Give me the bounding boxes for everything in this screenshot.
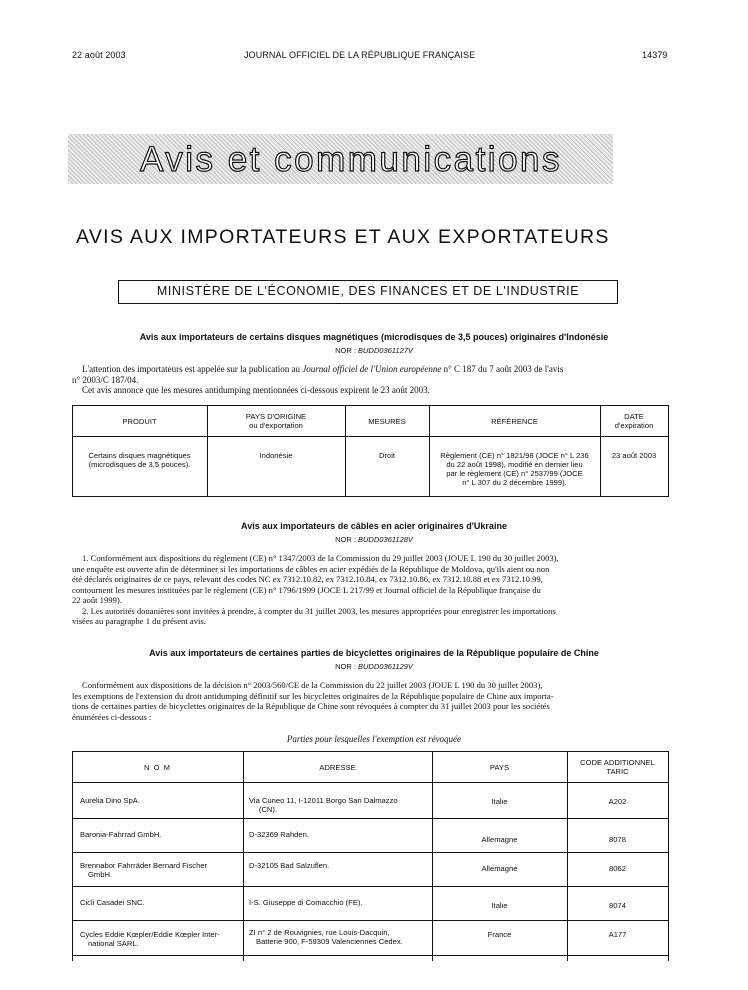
table2-header-pays: PAYS — [489, 763, 510, 772]
table1-header-date: DATE — [624, 412, 644, 421]
table2-nom: national SARL. — [88, 939, 139, 948]
table2-pays: Italie — [491, 797, 508, 806]
table2-nom: Cicli Casadei SNC. — [80, 898, 145, 907]
avis1-p1-journal: Journal officiel de l'Union européenne — [302, 364, 442, 374]
avis3-line: énumérées ci-dessous : — [72, 711, 152, 722]
table1-ref-1: Règlement (CE) n° 1821/98 (JOCE n° L 236 — [440, 451, 589, 460]
table2-nom: Cycles Eddie Kœpler/Eddie Kœpler Inter- — [80, 930, 220, 939]
table2-code: 8078 — [609, 835, 626, 844]
table2-adresse: ZI n° 2 de Rouvignies, rue Louis-Dacquin, — [249, 928, 390, 937]
table2-adresse: Batterie 900, F-59309 Valenciennes Cedex. — [256, 937, 403, 946]
avis3-body — [72, 680, 670, 722]
avis2-line: 22 août 1999). — [72, 595, 122, 605]
table1-header-mesures: MESURES — [368, 417, 406, 426]
table2-nom: Aurelia Dino SpA. — [80, 796, 140, 805]
table1-header-pays-sub: ou d'exportation — [249, 421, 303, 430]
avis2-line: été déclarés originaires de ce pays, relevant des codes NC ex 7312.10.82, ex 7312.10.84, ex 7312.10.86, ex 7312.10.88 et ex 7312.10.99, — [72, 574, 543, 584]
ministry-title: MINISTÈRE DE L'ÉCONOMIE, DES FINANCES ET DE L'INDUSTRIE — [156, 284, 580, 298]
table1-mesures: Droit — [378, 451, 396, 460]
avis1-nor — [74, 346, 674, 355]
avis3-nor — [74, 662, 674, 671]
nor-label: NOR : — [335, 346, 356, 355]
table2-nom: Brennabor Fahrräder Bernard Fischer — [80, 861, 208, 870]
table1-header-pays: PAYS D'ORIGINE — [245, 412, 307, 421]
table2-adresse: I-S. Giuseppe di Comacchio (FE). — [249, 898, 363, 907]
avis2-line: 2. Les autorités douanières sont invitées à prendre, à compter du 31 juillet 2003, les mesures appropriées pour enregistrer les importations — [82, 605, 556, 616]
table2-pays: Allemagne — [481, 835, 518, 844]
nor-code: BUDD0361127V — [358, 346, 413, 355]
avis3-title: Avis aux importateurs de certaines parties de bicyclettes originaires de la République populaire de Chine — [149, 648, 599, 658]
table2-header-taric: TARIC — [606, 767, 629, 776]
table2-adresse: D-32105 Bad Salzuflen. — [249, 861, 330, 870]
table2-code: A202 — [608, 797, 627, 806]
avis2-nor — [74, 535, 674, 544]
table1-produit-2: (microdisques de 3,5 pouces). — [88, 460, 191, 469]
table2-pays: Italie — [491, 901, 508, 910]
table2-adresse: (CN). — [258, 805, 278, 814]
table1-header-date-sub: d'expiration — [614, 421, 654, 430]
table1-ref-3: par le règlement (CE) n° 2537/99 (JOCE — [446, 469, 583, 478]
avis3-line: tions de certaines parties de bicyclettes originaires de la République de Chine sont révoquées à compter du 31 juillet 2003 pour les sociétés — [72, 701, 550, 711]
table1-date: 23 août 2003 — [611, 451, 657, 460]
table2-nom: GmbH. — [88, 870, 113, 879]
table2-code: A177 — [608, 930, 627, 939]
table2-code: 8074 — [609, 901, 626, 910]
avis1-p1-c: n° C 187 du 7 août 2003 de l'avis — [443, 364, 564, 374]
avis1-paragraph-2: Cet avis annonce que les mesures antidumping mentionnées ci-dessous expirent le 23 août 2003. — [82, 385, 430, 395]
avis3-line: Conformément aux dispositions de la décision n° 2003/560/CE de la Commission du 22 juillet 2003 (JOUE L 190 du 30 juillet 2003), — [82, 680, 543, 690]
table1-ref-2: du 22 août 1998), modifié en dernier lieu — [446, 460, 583, 469]
avis2-title: Avis aux importateurs de câbles en acier originaires d'Ukraine — [241, 521, 507, 531]
section-title: AVIS AUX IMPORTATEURS ET AUX EXPORTATEURS — [76, 226, 610, 248]
header-page-number: 14379 — [642, 50, 668, 60]
table1-header-produit: PRODUIT — [122, 417, 157, 426]
table1-header-reference: RÉFÉRENCE — [491, 417, 538, 426]
table2-pays: France — [487, 930, 512, 939]
banner-title: Avis et communications — [140, 140, 563, 179]
table2-code: 8062 — [609, 864, 626, 873]
avis1-p1-a: L'attention des importateurs est appelée sur la publication au — [82, 364, 301, 374]
avis2-line: 1. Conformément aux dispositions du règlement (CE) n° 1347/2003 de la Commission du 29 juillet 2003 (JOUE L 190 du 30 juillet 2003), — [82, 553, 559, 563]
nor-label: NOR : — [335, 662, 356, 671]
table1-produit-1: Certains disques magnétiques — [88, 451, 191, 460]
table2-caption: Parties pour lesquelles l'exemption est révoquée — [286, 734, 462, 744]
table2-adresse: D-32369 Rahden. — [249, 830, 309, 839]
table2-header-adresse: ADRESSE — [319, 763, 356, 772]
nor-code: BUDD0361129V — [358, 662, 413, 671]
table2-adresse: Via Cuneo 11, I-12011 Borgo San Dalmazzo — [249, 796, 398, 805]
table2-header-code: CODE ADDITIONNEL — [580, 758, 655, 767]
avis3-line: les exemptions de l'extension du droit antidumping définitif sur les bicyclettes originaires de la République populaire de Chine aux importa- — [72, 690, 554, 701]
avis1-title: Avis aux importateurs de certains disques magnétiques (microdisques de 3,5 pouces) originaires d'Indonésie — [139, 332, 609, 342]
avis2-body — [72, 553, 670, 627]
table1-ref-4: n° L 307 du 2 décembre 1999). — [462, 478, 567, 487]
avis2-line: contournent les mesures instituées par le règlement (CE) n° 1796/1999 (JOCE L 217/99 et Journal officiel de la République française du — [72, 584, 541, 595]
avis1-paragraph-1 — [72, 364, 670, 396]
header-date: 22 août 2003 — [72, 50, 126, 60]
nor-code: BUDD0361128V — [358, 535, 413, 544]
table2-pays: Allemagne — [481, 864, 518, 873]
avis2-line: une enquête est ouverte afin de déterminer si les importations de câbles en acier expédiés de la République de Moldova, qu'ils aient ou non — [72, 563, 550, 574]
nor-label: NOR : — [335, 535, 356, 544]
table2-nom: Baronia-Fahrrad GmbH. — [80, 830, 162, 839]
table1-pays: Indonésie — [259, 451, 293, 460]
table2-header-nom: N O M — [144, 763, 171, 772]
avis2-line: visées au paragraphe 1 du présent avis. — [72, 616, 206, 626]
header-journal: JOURNAL OFFICIEL DE LA RÉPUBLIQUE FRANÇAISE — [244, 50, 476, 60]
avis1-p1-line2: n° 2003/C 187/04. — [72, 374, 139, 385]
